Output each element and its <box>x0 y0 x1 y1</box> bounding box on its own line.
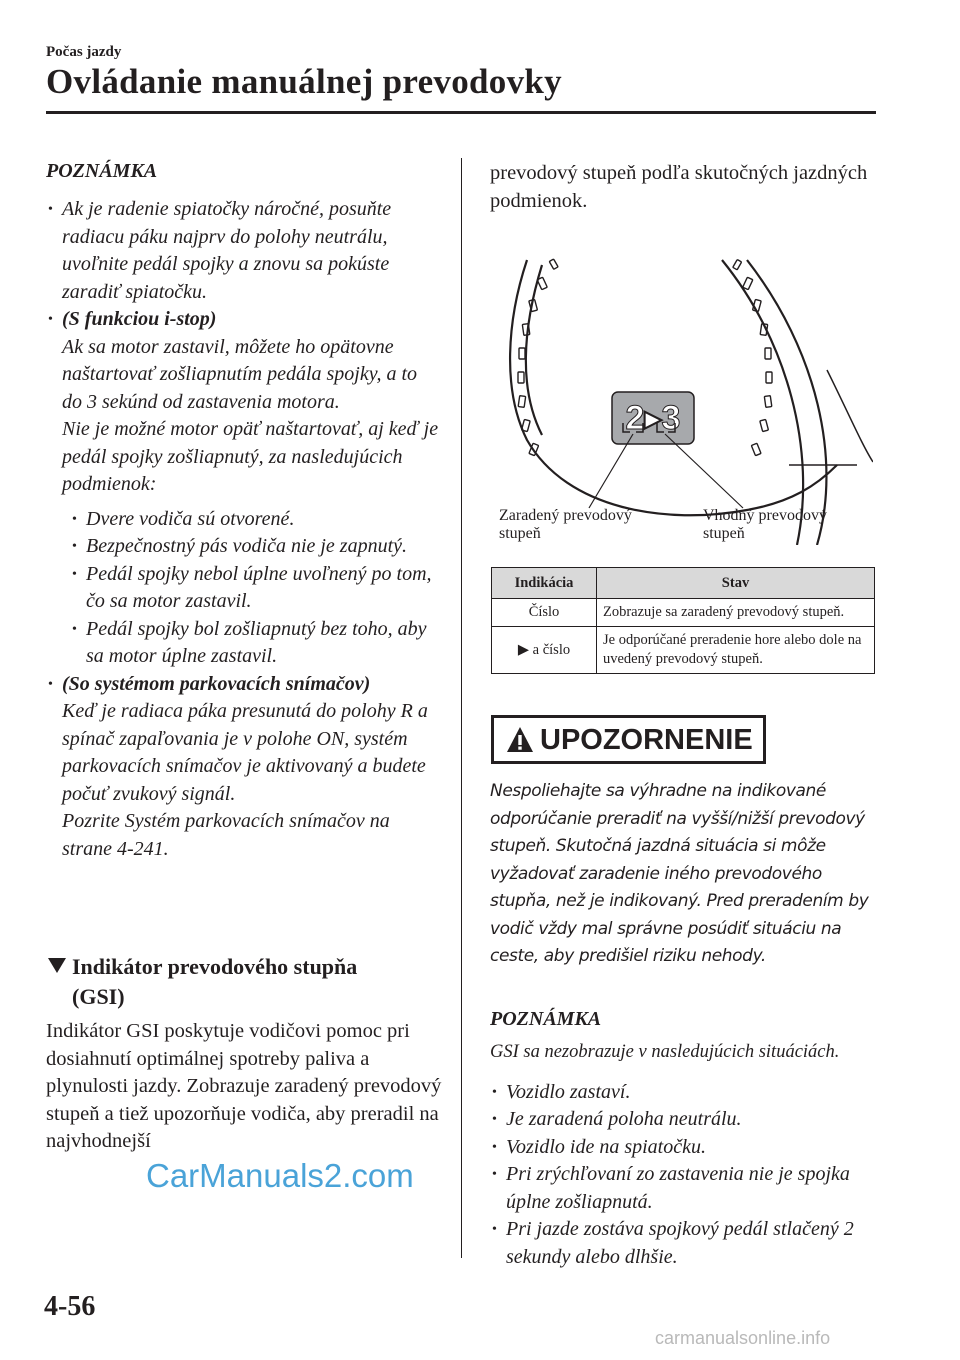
note2-item: • Je zaradená poloha neutrálu. <box>490 1106 875 1134</box>
page-title: Ovládanie manuálnej prevodovky <box>46 62 562 101</box>
title-rule <box>46 111 876 114</box>
gsi-figure <box>497 240 873 545</box>
watermark-site: carmanualsonline.info <box>655 1328 831 1348</box>
sub-bullet: • Pedál spojky nebol úplne uvoľnený po tom, čo sa motor zastavil. <box>70 561 441 616</box>
note-bullet-head <box>46 671 441 699</box>
istop-text: Ak sa motor zastavil, môžete ho opätovne naštartovať zošliapnutím pedála spojky, a to do 3 sekúnd od zastavenia motora. <box>62 335 418 413</box>
note-block <box>46 160 441 863</box>
table-header-row <box>492 568 875 599</box>
note2-item: • Vozidlo zastaví. <box>490 1079 875 1107</box>
label-engaged-gear-2: stupeň <box>499 525 541 542</box>
note-bullet-head <box>46 306 441 334</box>
table-cell: Je odporúčané preradenie hore alebo dole na uvedený prevodový stupeň. <box>597 627 875 674</box>
note-heading: POZNÁMKA <box>46 160 158 182</box>
parking-sensor-heading: (So systémom parkovacích snímačov) <box>62 672 371 695</box>
label-suggested-gear-2: stupeň <box>703 525 745 542</box>
note2-item: • Pri zrýchľovaní zo zastavenia nie je spojka úplne zošliapnutá. <box>490 1161 875 1216</box>
section-heading <box>48 952 448 1012</box>
parking-sensor-ref: Pozrite Systém parkovacích snímačov na strane 4-241. <box>62 810 390 860</box>
indication-table <box>491 567 875 674</box>
sub-bullet: • Dvere vodiča sú otvorené. <box>70 506 441 534</box>
section-heading-line1: Indikátor prevodového stupňa <box>72 954 358 979</box>
note2-intro: GSI sa nezobrazuje v nasledujúcich situáciách. <box>490 1042 840 1062</box>
sub-bullet: • Bezpečnostný pás vodiča nie je zapnutý. <box>70 533 441 561</box>
istop-text-2: Nie je možné motor opäť naštartovať, aj keď je pedál spojky zošliapnutý, za nasledujúcich podmienok: <box>62 418 439 495</box>
table-header: Stav <box>597 568 875 599</box>
sub-bullet: • Pedál spojky bol zošliapnutý bez toho, aby sa motor úplne zastavil. <box>70 616 441 671</box>
section-body: Indikátor GSI poskytuje vodičovi pomoc pri dosiahnutí optimálnej spotreby paliva a plynulosti jazdy. Zobrazuje zaradený prevodový stupeň a tiež upozorňuje vodiča, aby preradil na najvhodnejší <box>46 1020 442 1152</box>
label-engaged-gear-1: Zaradený prevodový <box>499 507 632 524</box>
gauge-illustration <box>497 240 873 545</box>
table-row <box>492 599 875 627</box>
table-cell: Zobrazuje sa zaradený prevodový stupeň. <box>597 599 875 627</box>
page-number: 4-56 <box>44 1291 96 1322</box>
continuation-text: prevodový stupeň podľa skutočných jazdných podmienok. <box>490 162 868 212</box>
section-heading-line2: (GSI) <box>72 984 125 1009</box>
note2-item: • Pri jazde zostáva spojkový pedál stlačený 2 sekundy alebo dlhšie. <box>490 1216 875 1271</box>
note2-item: • Vozidlo ide na spiatočku. <box>490 1134 875 1162</box>
section-label: Počas jazdy <box>46 44 122 60</box>
section-triangle-icon <box>48 958 66 973</box>
warning-icon <box>506 726 534 753</box>
table-cell: ▶ a číslo <box>492 627 597 674</box>
parking-sensor-text: Keď je radiaca páka presunutá do polohy R a spínač zapaľovania je v polohe ON, systém parkovacích snímačov je aktivovaný a budete počuť zvukový signál. <box>62 700 428 805</box>
warning-title: UPOZORNENIE <box>540 724 753 756</box>
table-cell: Číslo <box>492 599 597 627</box>
istop-heading: (S funkciou i-stop) <box>62 308 217 330</box>
note2-block <box>490 1008 875 1271</box>
warning-box <box>491 715 766 764</box>
table-header: Indikácia <box>492 568 597 599</box>
table-row <box>492 627 875 674</box>
note2-heading: POZNÁMKA <box>490 1008 602 1030</box>
label-suggested-gear-1: Vhodný prevodový <box>703 507 827 524</box>
watermark-logo: CarManuals2.com <box>146 1157 414 1194</box>
note-bullet: • Ak je radenie spiatočky náročné, posuňte radiacu páku najprv do polohy neutrálu, uvoľnite pedál spojky a znovu sa pokúste zaradiť spiatočku. <box>46 196 441 306</box>
column-divider <box>461 158 462 1258</box>
gsi-display-text: 2▸3 <box>625 399 681 437</box>
warning-text: Nespoliehajte sa výhradne na indikované odporúčanie preradiť na vyšší/nižší prevodový stupeň. Skutočná jazdná situácia si môže vyžadovať zaradenie iného prevodového stupňa, než je indikovaný. Pred preradením by vodič vždy mal správne posúdiť situáciu na ceste, aby predišiel riziku nehody. <box>490 781 869 966</box>
